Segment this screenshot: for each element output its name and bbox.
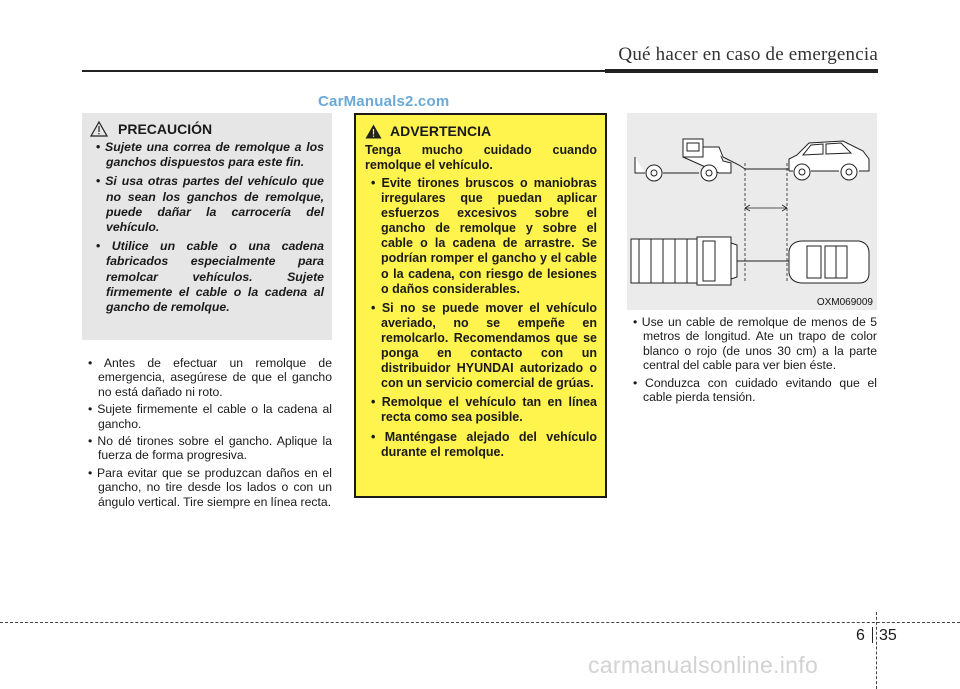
distance-marker xyxy=(745,163,787,283)
caution-item: • Sujete una correa de remolque a los ganchos dispuestos para este fin. xyxy=(90,140,324,170)
caution-item: • Utilice un cable o una cadena fabricados especialmente para remolcar vehículos. Sujete firmemente el cable o la cadena al gancho de remolque. xyxy=(90,239,324,315)
suv-top-icon xyxy=(789,241,869,283)
warning-item: • Si no se puede mover el vehículo averiado, no se empeñe en remolcarlo. Recomendamos que se ponga en contacto con un distribuidor HYUNDAI autorizado o con un servicio comercial de grúas. xyxy=(365,301,597,392)
warning-intro: Tenga mucho cuidado cuando remolque el vehículo. xyxy=(365,143,597,172)
warning-item: • Remolque el vehículo tan en línea recta como sea posible. xyxy=(365,395,597,425)
tow-truck-side-icon xyxy=(635,139,745,181)
section-number: 6 xyxy=(856,627,865,644)
warning-triangle-icon xyxy=(365,124,382,139)
suv-side-icon xyxy=(789,141,869,180)
page-number-separator xyxy=(872,627,873,643)
tow-truck-top-icon xyxy=(631,237,745,285)
warning-item: • Evite tirones bruscos o maniobras irregulares que puedan aplicar esfuerzos excesivos sobre el gancho de remolque y sobre el cable o la cadena de arrastre. Se podrían romper el gancho y el cable o la cadena, con riesgo de lesiones o daños considerables. xyxy=(365,176,597,297)
instruction-item: • Para evitar que se produzcan daños en el gancho, no tire desde los lados o con un ángulo vertical. Tire siempre en línea recta. xyxy=(82,466,332,509)
figure-code: OXM069009 xyxy=(816,297,873,308)
instructions-list xyxy=(82,356,332,512)
instruction-item: • Conduzca con cuidado evitando que el cable pierda tensión. xyxy=(627,376,877,405)
warning-item: • Manténgase alejado del vehículo durante el remolque. xyxy=(365,430,597,460)
header-rule-accent xyxy=(605,69,878,73)
tow-diagram xyxy=(627,113,877,310)
warning-list xyxy=(365,176,597,460)
caution-heading xyxy=(90,121,324,137)
page-number: 35 xyxy=(879,627,897,644)
caution-list xyxy=(90,140,324,315)
caution-box xyxy=(82,113,332,340)
instruction-item: • Use un cable de remolque de menos de 5 metros de longitud. Ate un trapo de color blanco o rojo (de unos 30 cm) a la parte central del cable para ver bien éste. xyxy=(627,315,877,373)
caution-item: • Si usa otras partes del vehículo que no sean los ganchos de remolque, puede dañar la carrocería del vehículo. xyxy=(90,174,324,235)
caution-triangle-icon xyxy=(90,121,108,137)
instruction-item: • No dé tirones sobre el gancho. Aplique la fuerza de forma progresiva. xyxy=(82,434,332,463)
caution-title: PRECAUCIÓN xyxy=(118,121,213,137)
site-watermark[interactable]: carmanualsonline.info xyxy=(588,652,819,678)
warning-heading xyxy=(365,123,597,139)
cable-instructions-list xyxy=(627,315,877,407)
instruction-item: • Sujete firmemente el cable o la cadena al gancho. xyxy=(82,402,332,431)
warning-box xyxy=(354,113,607,498)
warning-title: ADVERTENCIA xyxy=(390,123,492,139)
footer-divider xyxy=(0,622,960,623)
footer-vertical-divider xyxy=(876,612,877,689)
towing-illustration xyxy=(627,113,877,310)
watermark-text[interactable]: CarManuals2.com xyxy=(318,93,450,110)
section-title: Qué hacer en caso de emergencia xyxy=(618,44,878,65)
instruction-item: • Antes de efectuar un remolque de emergencia, asegúrese de que el gancho no está dañado ni roto. xyxy=(82,356,332,399)
